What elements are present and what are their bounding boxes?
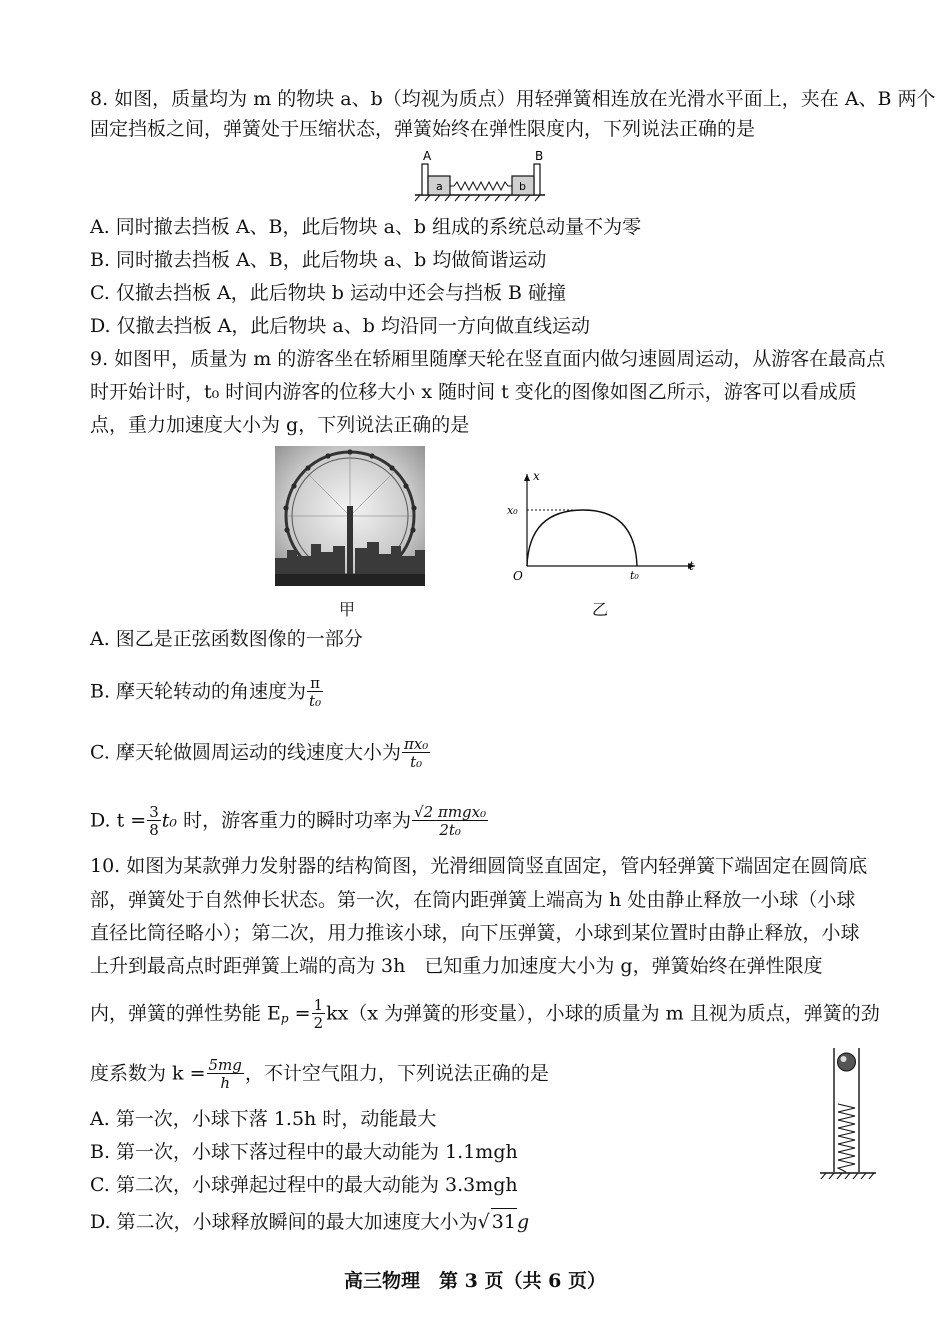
q9-stem-line1: 9. 如图甲，质量为 m 的游客坐在轿厢里随摩天轮在竖直面内做匀速圆周运动，从游客在最高点 — [90, 348, 886, 370]
graph-origin-label: O — [513, 569, 523, 583]
q8-block-a-label: a — [436, 180, 443, 193]
q9-stem-line3: 点，重力加速度大小为 g，下列说法正确的是 — [90, 414, 470, 436]
q8-block-b-label: b — [519, 180, 526, 193]
q9-option-b — [90, 676, 324, 709]
graph-curve — [527, 510, 637, 566]
q8-option-a: A. 同时撤去挡板 A、B，此后物块 a、b 组成的系统总动量不为零 — [90, 216, 642, 238]
graph-peak-label: x₀ — [507, 504, 518, 517]
q10-k-fraction: $\frac{5mg}{h}$ — [208, 1056, 242, 1092]
q10-stem-line2: 部，弹簧处于自然伸长状态。第一次，在筒内距弹簧上端高为 h 处由静止释放一小球（小球 — [90, 889, 856, 911]
ferris-wheel-photo — [275, 446, 425, 586]
q10-spring-launcher-figure — [818, 1044, 878, 1184]
q10-option-b: B. 第一次，小球下落过程中的最大动能为 1.1mgh — [90, 1141, 518, 1163]
q8-barrier-B — [534, 164, 540, 195]
q8-stem-line1: 8. 如图，质量均为 m 的物块 a、b（均视为质点）用轻弹簧相连放在光滑水平面上，夹在 A、B 两个 — [90, 88, 936, 110]
caption-jia: 甲 — [339, 600, 356, 619]
q8-stem-line2: 固定挡板之间，弹簧处于压缩状态，弹簧始终在弹性限度内，下列说法正确的是 — [90, 118, 756, 140]
q8-option-b: B. 同时撤去挡板 A、B，此后物块 a、b 均做简谐运动 — [90, 249, 547, 271]
q8-spring-block-figure — [410, 148, 550, 203]
graph-end-label: t₀ — [630, 569, 639, 582]
q10-spring — [838, 1104, 855, 1172]
q9-option-d: D. t = $\frac{3}{8}$ t₀ 时，游客重力的瞬时功率为 $\frac{\text{√2 πmgx₀}}{\text{2t₀}}$ — [90, 803, 487, 839]
q9-xt-graph — [505, 466, 705, 586]
q8-label-B: B — [535, 149, 544, 163]
q10-stem-line4: 上升到最高点时距弹簧上端的高为 3h 已知重力加速度大小为 g，弹簧始终在弹性限度 — [90, 955, 823, 977]
q9-option-d-time-fraction: $\frac{3}{8}$ — [149, 803, 159, 839]
q9-option-b-fraction: $\frac{\pi}{\text{t₀}}$ — [309, 674, 322, 710]
graph-x-axis-label: x — [533, 469, 540, 483]
q10-stem-line5: 内，弹簧的弹性势能 $E_p$ = $\frac{1}{2}$ kx（x 为弹簧的形变量），小球的质量为 m 且视为质点，弹簧的劲 — [90, 996, 880, 1032]
q10-ball — [838, 1053, 856, 1071]
q8-option-d: D. 仅撤去挡板 A，此后物块 a、b 均沿同一方向做直线运动 — [90, 315, 590, 337]
q10-stem-line1: 10. 如图为某款弹力发射器的结构简图，光滑细圆筒竖直固定，管内轻弹簧下端固定在圆筒底 — [90, 855, 868, 877]
graph-t-axis-label: t — [689, 559, 694, 573]
q9-option-c-fraction: $\frac{\text{πx₀}}{\text{t₀}}$ — [403, 735, 429, 771]
caption-yi: 乙 — [592, 600, 609, 619]
q8-floor-hatching — [415, 195, 540, 201]
q10-option-d-root: 31 — [491, 1208, 517, 1235]
q10-option-d: D. 第二次，小球释放瞬间的最大加速度大小为√ 31g — [90, 1208, 529, 1235]
page-footer: 高三物理 第 3 页（共 6 页） — [344, 1270, 606, 1292]
q10-option-c: C. 第二次，小球弹起过程中的最大动能为 3.3mgh — [90, 1174, 518, 1196]
q10-option-a: A. 第一次，小球下落 1.5h 时，动能最大 — [90, 1108, 437, 1130]
q8-label-A: A — [423, 149, 432, 163]
q8-barrier-A — [422, 164, 428, 195]
q8-option-c: C. 仅撤去挡板 A，此后物块 b 运动中还会与挡板 B 碰撞 — [90, 282, 566, 304]
q9-option-c — [90, 737, 431, 770]
q10-energy-fraction: $\frac{1}{2}$ — [313, 996, 324, 1032]
q9-option-d-power-fraction: $\frac{\text{√2 πmgx₀}}{\text{2t₀}}$ — [414, 803, 487, 839]
q9-stem-line2: 时开始计时，t₀ 时间内游客的位移大小 x 随时间 t 变化的图像如图乙所示，游客可以看成质 — [90, 381, 857, 403]
q10-stem-line6: 度系数为 k = $\frac{5mg}{h}$ ，不计空气阻力，下列说法正确的是 — [90, 1056, 549, 1092]
q8-spring — [450, 182, 512, 190]
q10-stem-line3: 直径比筒径略小）；第二次，用力推该小球，向下压弹簧，小球到某位置时由静止释放，小球 — [90, 922, 860, 944]
q10-ground-hatching — [821, 1173, 874, 1179]
q9-option-c-text: C. 摩天轮做圆周运动的线速度大小为 — [90, 741, 401, 764]
q9-option-a: A. 图乙是正弦函数图像的一部分 — [90, 628, 363, 650]
q9-option-b-text: B. 摩天轮转动的角速度为 — [90, 680, 307, 703]
